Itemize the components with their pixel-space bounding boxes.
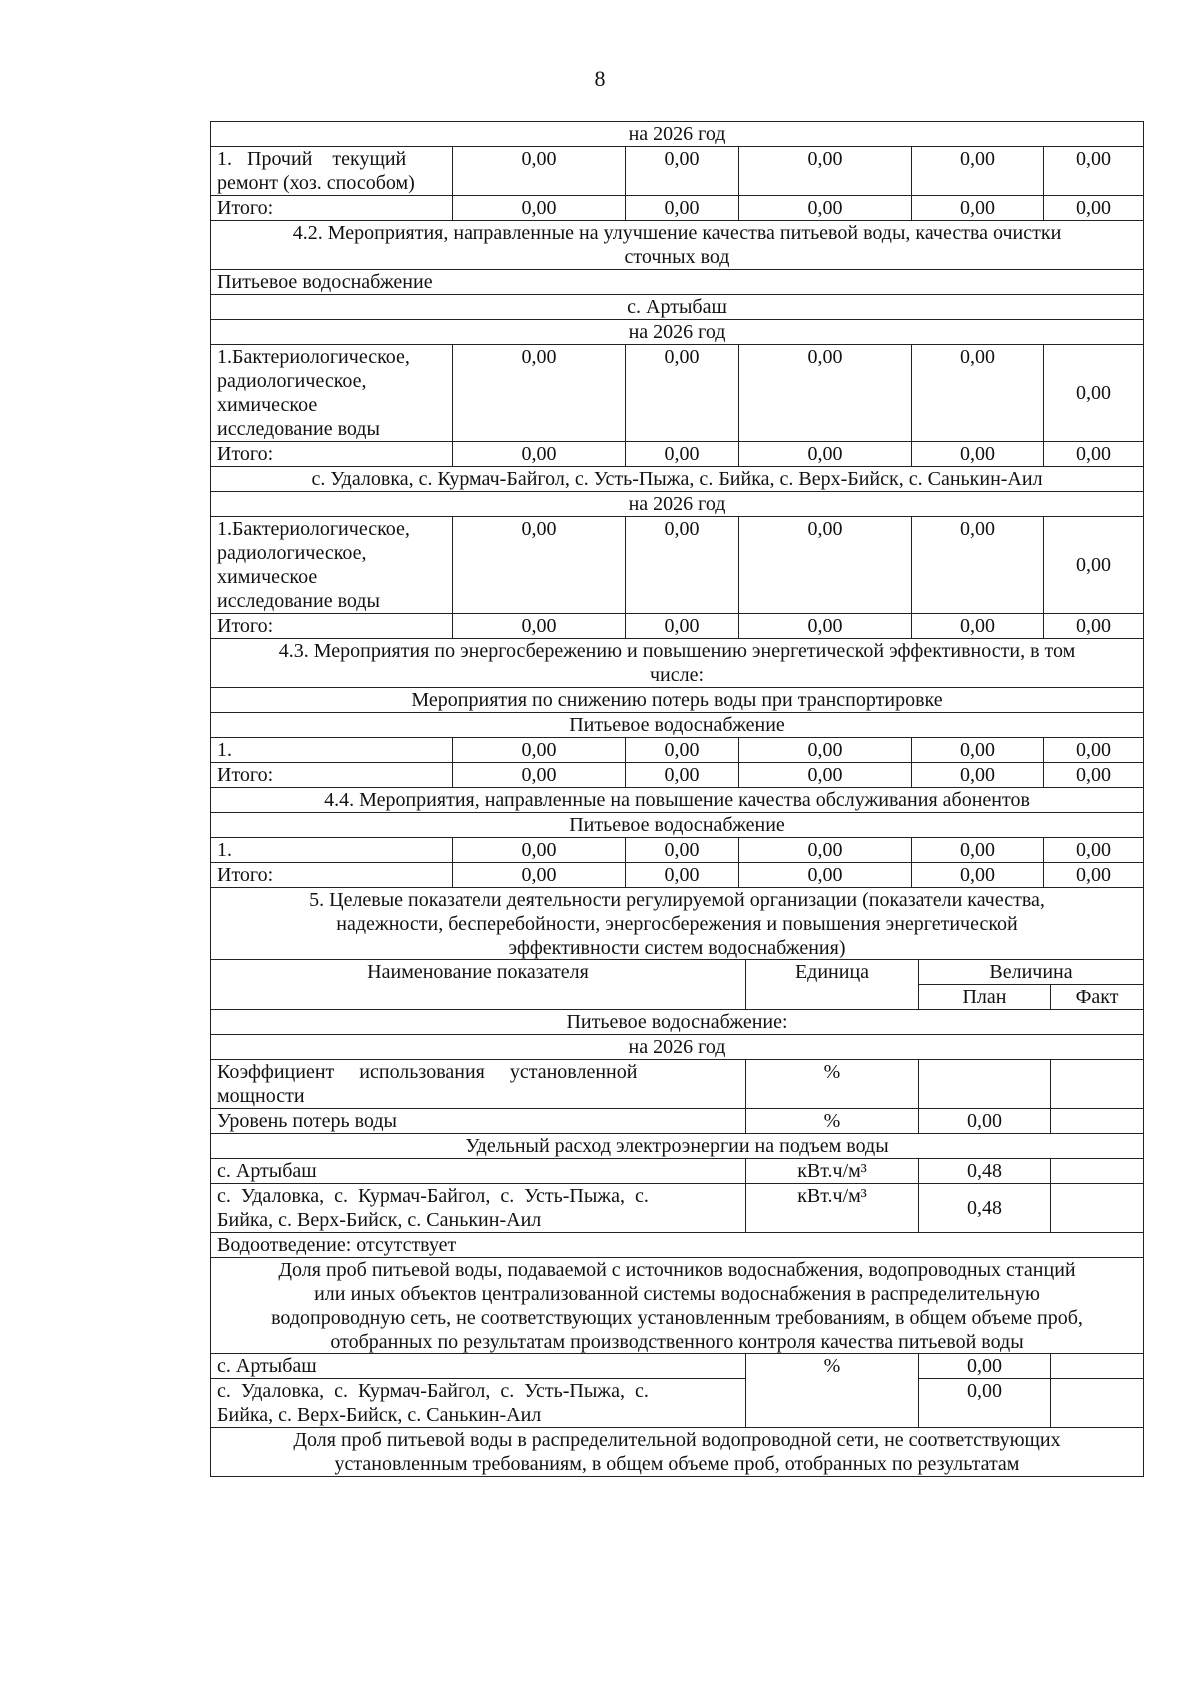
share-title: Доля проб питьевой воды в распределительной водопроводной сети, не соответствующих установленным требованиям, в общем объеме проб, отобранных по результатам	[211, 1428, 1144, 1477]
cell-value: 0,00	[739, 863, 912, 888]
cell-value: 0,00	[739, 763, 912, 788]
cell-value: 0,00	[1044, 196, 1144, 221]
cell-value: 0,00	[1044, 345, 1144, 442]
indicator-fact	[1051, 1060, 1144, 1109]
indicator-unit: %	[746, 1109, 919, 1134]
table-row	[211, 147, 1144, 196]
cell-value: 0,00	[1044, 863, 1144, 888]
indicator-plan: 0,48	[919, 1159, 1051, 1184]
cell-value: 0,00	[739, 517, 912, 614]
total-label: Итого:	[211, 442, 453, 467]
analysis-item: 1.Бактериологическое, радиологическое, химическое исследование воды	[211, 345, 453, 442]
table-row	[211, 1428, 1144, 1477]
cell-value: 0,00	[1044, 614, 1144, 639]
column-header-plan: План	[919, 985, 1051, 1010]
column-header-value: Величина	[919, 960, 1144, 985]
village-label: с. Удаловка, с. Курмач-Байгол, с. Усть-Пыжа, с. Бийка, с. Верх-Бийск, с. Санькин-Аил	[211, 467, 1144, 492]
indicator-fact	[1051, 1159, 1144, 1184]
table-row	[211, 1010, 1144, 1035]
section-4-4-title: 4.4. Мероприятия, направленные на повышение качества обслуживания абонентов	[211, 788, 1144, 813]
table-row	[211, 320, 1144, 345]
cell-value: 0,00	[739, 147, 912, 196]
cell-value: 0,00	[739, 196, 912, 221]
indicator-plan: 0,48	[919, 1184, 1051, 1233]
table-row	[211, 888, 1144, 961]
cell-value: 0,00	[626, 517, 739, 614]
table-row	[211, 788, 1144, 813]
cell-value: 0,00	[453, 442, 626, 467]
cell-value: 0,00	[912, 345, 1044, 442]
village-label: с. Артыбаш	[211, 295, 1144, 320]
energy-title: Удельный расход электроэнергии на подъем воды	[211, 1134, 1144, 1159]
column-header-fact: Факт	[1051, 985, 1144, 1010]
table-row	[211, 688, 1144, 713]
section-4-2-title: 4.2. Мероприятия, направленные на улучшение качества питьевой воды, качества очистки сточных вод	[211, 221, 1144, 270]
indicator-name: Уровень потерь воды	[211, 1109, 746, 1134]
section-subtitle: Мероприятия по снижению потерь воды при транспортировке	[211, 688, 1144, 713]
supply-label: Питьевое водоснабжение:	[211, 1010, 1144, 1035]
cell-value: 0,00	[912, 738, 1044, 763]
table-row	[211, 1379, 1144, 1428]
cell-value: 0,00	[453, 196, 626, 221]
table-row	[211, 838, 1144, 863]
table-row	[211, 221, 1144, 270]
supply-label: Питьевое водоснабжение	[211, 713, 1144, 738]
cell-value: 0,00	[739, 345, 912, 442]
table-row	[211, 1258, 1144, 1355]
table-row	[211, 639, 1144, 688]
year-label: на 2026 год	[211, 320, 1144, 345]
cell-value: 0,00	[739, 738, 912, 763]
indicator-unit: кВт.ч/м³	[746, 1184, 919, 1233]
cell-value: 0,00	[626, 345, 739, 442]
total-label: Итого:	[211, 863, 453, 888]
table-row	[211, 442, 1144, 467]
table-row	[211, 713, 1144, 738]
indicator-name: Коэффициент использования установленной мощности	[211, 1060, 746, 1109]
column-header-unit: Единица	[746, 960, 919, 1010]
table-row	[211, 467, 1144, 492]
indicators-table	[210, 959, 1144, 1354]
table-row	[211, 1233, 1144, 1258]
cell-value: 0,00	[739, 442, 912, 467]
cell-value: 0,00	[626, 442, 739, 467]
cell-value: 0,00	[453, 838, 626, 863]
total-label: Итого:	[211, 614, 453, 639]
cell-value: 0,00	[912, 196, 1044, 221]
section-subtitle: Питьевое водоснабжение	[211, 270, 1144, 295]
table-row	[211, 960, 1144, 985]
cell-value: 0,00	[912, 614, 1044, 639]
cell-value: 0,00	[1044, 147, 1144, 196]
table-row	[211, 1060, 1144, 1109]
table-row	[211, 345, 1144, 442]
year-label: на 2026 год	[211, 1035, 1144, 1060]
cell-value: 0,00	[626, 763, 739, 788]
table-row	[211, 1184, 1144, 1233]
cell-value: 0,00	[912, 442, 1044, 467]
indicator-plan: 0,00	[919, 1379, 1051, 1428]
table-row	[211, 517, 1144, 614]
item-number: 1.	[211, 738, 453, 763]
cell-value: 0,00	[739, 838, 912, 863]
year-label: на 2026 год	[211, 492, 1144, 517]
indicator-unit: %	[746, 1060, 919, 1109]
table-row	[211, 738, 1144, 763]
indicator-plan	[919, 1060, 1051, 1109]
table-row	[211, 270, 1144, 295]
cell-value: 0,00	[1044, 763, 1144, 788]
cell-value: 0,00	[626, 838, 739, 863]
village-label: с. Артыбаш	[211, 1159, 746, 1184]
cell-value: 0,00	[912, 838, 1044, 863]
village-label: с. Удаловка, с. Курмач-Байгол, с. Усть-Пыжа, с. Бийка, с. Верх-Бийск, с. Санькин-Аил	[211, 1379, 746, 1428]
column-header-name: Наименование показателя	[211, 960, 746, 1010]
table-row	[211, 614, 1144, 639]
table-row	[211, 863, 1144, 888]
supply-label: Питьевое водоснабжение	[211, 813, 1144, 838]
table-row	[211, 295, 1144, 320]
samples-table	[210, 1353, 1144, 1477]
cell-value: 0,00	[453, 738, 626, 763]
cell-value: 0,00	[912, 147, 1044, 196]
cell-value: 0,00	[739, 614, 912, 639]
table-row	[211, 1134, 1144, 1159]
cell-value: 0,00	[626, 863, 739, 888]
year-label: на 2026 год	[211, 122, 1144, 147]
indicator-unit: кВт.ч/м³	[746, 1159, 919, 1184]
repair-item: 1. Прочий текущий ремонт (хоз. способом)	[211, 147, 453, 196]
item-number: 1.	[211, 838, 453, 863]
indicator-fact	[1051, 1379, 1144, 1428]
table-row	[211, 813, 1144, 838]
total-label: Итого:	[211, 196, 453, 221]
cell-value: 0,00	[626, 614, 739, 639]
cell-value: 0,00	[626, 147, 739, 196]
total-label: Итого:	[211, 763, 453, 788]
cell-value: 0,00	[1044, 838, 1144, 863]
drainage-label: Водоотведение: отсутствует	[211, 1233, 1144, 1258]
cell-value: 0,00	[453, 763, 626, 788]
cell-value: 0,00	[1044, 517, 1144, 614]
page-number: 8	[594, 66, 606, 91]
cell-value: 0,00	[912, 517, 1044, 614]
cell-value: 0,00	[453, 614, 626, 639]
cell-value: 0,00	[453, 147, 626, 196]
cell-value: 0,00	[453, 517, 626, 614]
cell-value: 0,00	[1044, 442, 1144, 467]
table-row	[211, 763, 1144, 788]
indicator-plan: 0,00	[919, 1354, 1051, 1379]
table-row	[211, 1354, 1144, 1379]
table-row	[211, 1035, 1144, 1060]
cell-value: 0,00	[912, 763, 1044, 788]
cell-value: 0,00	[453, 345, 626, 442]
cell-value: 0,00	[626, 196, 739, 221]
cell-value: 0,00	[912, 863, 1044, 888]
table-row	[211, 196, 1144, 221]
table-row	[211, 1159, 1144, 1184]
village-label: с. Артыбаш	[211, 1354, 746, 1379]
village-label: с. Удаловка, с. Курмач-Байгол, с. Усть-Пыжа, с. Бийка, с. Верх-Бийск, с. Санькин-Аил	[211, 1184, 746, 1233]
section-4-3-title: 4.3. Мероприятия по энергосбережению и повышению энергетической эффективности, в том числе:	[211, 639, 1144, 688]
indicator-fact	[1051, 1184, 1144, 1233]
indicator-fact	[1051, 1109, 1144, 1134]
cell-value: 0,00	[626, 738, 739, 763]
indicator-fact	[1051, 1354, 1144, 1379]
analysis-item: 1.Бактериологическое, радиологическое, химическое исследование воды	[211, 517, 453, 614]
section-5-title: 5. Целевые показатели деятельности регулируемой организации (показатели качества, надежности, бесперебойности, энергосбережения и повышения энергетической эффективности систем водоснабжения)	[211, 888, 1144, 961]
indicator-plan: 0,00	[919, 1109, 1051, 1134]
table-row	[211, 122, 1144, 147]
measures-table	[210, 121, 1144, 960]
table-row	[211, 492, 1144, 517]
table-row	[211, 1109, 1144, 1134]
indicator-unit: %	[746, 1354, 919, 1428]
cell-value: 0,00	[453, 863, 626, 888]
share-title: Доля проб питьевой воды, подаваемой с источников водоснабжения, водопроводных станций или иных объектов централизованной системы водоснабжения в распределительную водопроводную сеть, не соответствующих установленным требованиям, в общем объеме проб, отобранных по результатам производственного контроля качества питьевой воды	[211, 1258, 1144, 1355]
cell-value: 0,00	[1044, 738, 1144, 763]
